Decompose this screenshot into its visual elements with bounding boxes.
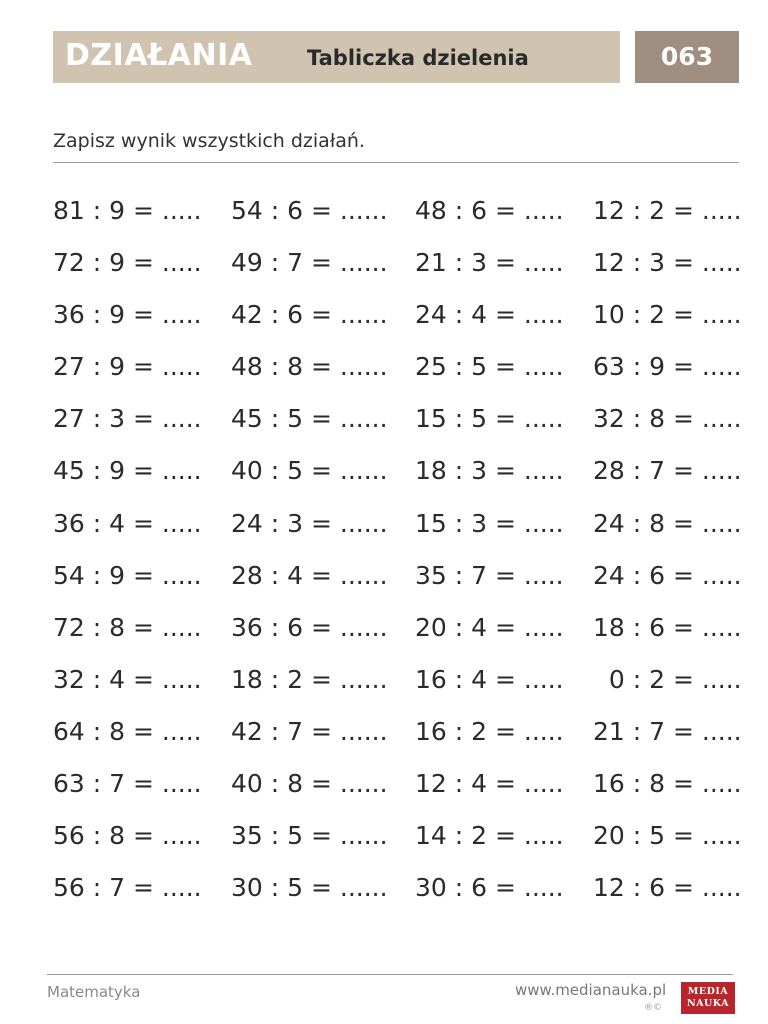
footer-url: www.medianauka.pl <box>515 981 667 999</box>
division-exercise: 45 : 5 = ...... <box>231 404 388 434</box>
division-exercise: 14 : 2 = ..... <box>415 821 564 851</box>
exercise-row <box>53 813 743 865</box>
division-exercise: 21 : 3 = ..... <box>415 248 564 278</box>
exercise-row <box>53 553 743 605</box>
division-exercise: 28 : 4 = ...... <box>231 560 388 590</box>
division-exercise: 30 : 5 = ...... <box>231 873 388 903</box>
division-exercise: 15 : 3 = ..... <box>415 508 564 538</box>
division-exercise: 25 : 5 = ..... <box>415 352 564 382</box>
exercise-row <box>53 448 743 500</box>
category-label: DZIAŁANIA <box>65 38 253 73</box>
worksheet-number: 063 <box>635 31 739 83</box>
division-exercise: 56 : 7 = ..... <box>53 873 202 903</box>
division-exercise: 72 : 9 = ..... <box>53 248 202 278</box>
division-exercise: 40 : 5 = ...... <box>231 456 388 486</box>
division-exercise: 18 : 2 = ...... <box>231 664 388 694</box>
division-exercise: 72 : 8 = ..... <box>53 612 202 642</box>
division-exercise: 27 : 3 = ..... <box>53 404 202 434</box>
page-title: Tabliczka dzielenia <box>307 46 529 70</box>
top-divider <box>53 162 739 163</box>
exercise-row <box>53 761 743 813</box>
division-exercise: 54 : 6 = ...... <box>231 196 388 225</box>
division-exercise: 48 : 8 = ...... <box>231 352 388 382</box>
division-exercise: 35 : 7 = ..... <box>415 560 564 590</box>
division-exercise: 48 : 6 = ..... <box>415 196 564 225</box>
exercise-row <box>53 292 743 344</box>
division-exercise: 18 : 3 = ..... <box>415 456 564 486</box>
division-exercise: 15 : 5 = ..... <box>415 404 564 434</box>
division-exercise: 12 : 6 = ..... <box>593 873 742 903</box>
division-exercise: 63 : 7 = ..... <box>53 769 202 799</box>
division-exercise: 12 : 4 = ..... <box>415 769 564 799</box>
division-exercise: 36 : 6 = ...... <box>231 612 388 642</box>
division-exercise: 32 : 8 = ..... <box>593 404 742 434</box>
division-exercise: 45 : 9 = ..... <box>53 456 202 486</box>
logo-line-2: NAUKA <box>686 998 730 1009</box>
division-exercise: 24 : 6 = ..... <box>593 560 742 590</box>
division-exercise: 30 : 6 = ..... <box>415 873 564 903</box>
division-exercise: 12 : 2 = ..... <box>593 196 742 225</box>
exercise-row <box>53 709 743 761</box>
division-exercise: 27 : 9 = ..... <box>53 352 202 382</box>
division-exercise: 35 : 5 = ...... <box>231 821 388 851</box>
division-exercise: 36 : 4 = ..... <box>53 508 202 538</box>
division-exercise: 20 : 5 = ..... <box>593 821 742 851</box>
exercise-row <box>53 344 743 396</box>
exercise-row <box>53 188 743 240</box>
exercise-row <box>53 657 743 709</box>
exercise-row <box>53 240 743 292</box>
instruction-text: Zapisz wynik wszystkich działań. <box>53 130 365 152</box>
media-nauka-logo <box>681 982 735 1014</box>
exercise-row <box>53 396 743 448</box>
registered-copyright-marks: ®© <box>644 1003 662 1013</box>
division-exercise: 63 : 9 = ..... <box>593 352 742 382</box>
division-exercise: 24 : 3 = ...... <box>231 508 388 538</box>
division-exercise: 42 : 6 = ...... <box>231 300 388 330</box>
division-exercise: 21 : 7 = ..... <box>593 716 742 746</box>
division-exercise: 16 : 2 = ..... <box>415 716 564 746</box>
division-exercise: 24 : 4 = ..... <box>415 300 564 330</box>
logo-line-1: MEDIA <box>687 986 729 997</box>
division-exercise: 56 : 8 = ..... <box>53 821 202 851</box>
exercise-grid <box>53 188 743 917</box>
division-exercise: 20 : 4 = ..... <box>415 612 564 642</box>
division-exercise: 64 : 8 = ..... <box>53 716 202 746</box>
division-exercise: 18 : 6 = ..... <box>593 612 742 642</box>
division-exercise: 16 : 4 = ..... <box>415 664 564 694</box>
division-exercise: 12 : 3 = ..... <box>593 248 742 278</box>
exercise-row <box>53 501 743 553</box>
division-exercise: 49 : 7 = ...... <box>231 248 388 278</box>
exercise-row <box>53 865 743 917</box>
header-bar <box>53 31 620 83</box>
division-exercise: 40 : 8 = ...... <box>231 769 388 799</box>
division-exercise: 42 : 7 = ...... <box>231 716 388 746</box>
division-exercise: 54 : 9 = ..... <box>53 560 202 590</box>
division-exercise: 0 : 2 = ..... <box>593 664 742 694</box>
division-exercise: 81 : 9 = ..... <box>53 196 202 225</box>
division-exercise: 16 : 8 = ..... <box>593 769 742 799</box>
bottom-divider <box>47 974 733 975</box>
division-exercise: 32 : 4 = ..... <box>53 664 202 694</box>
division-exercise: 36 : 9 = ..... <box>53 300 202 330</box>
division-exercise: 24 : 8 = ..... <box>593 508 742 538</box>
division-exercise: 10 : 2 = ..... <box>593 300 742 330</box>
exercise-row <box>53 605 743 657</box>
division-exercise: 28 : 7 = ..... <box>593 456 742 486</box>
footer-subject: Matematyka <box>47 983 141 1001</box>
